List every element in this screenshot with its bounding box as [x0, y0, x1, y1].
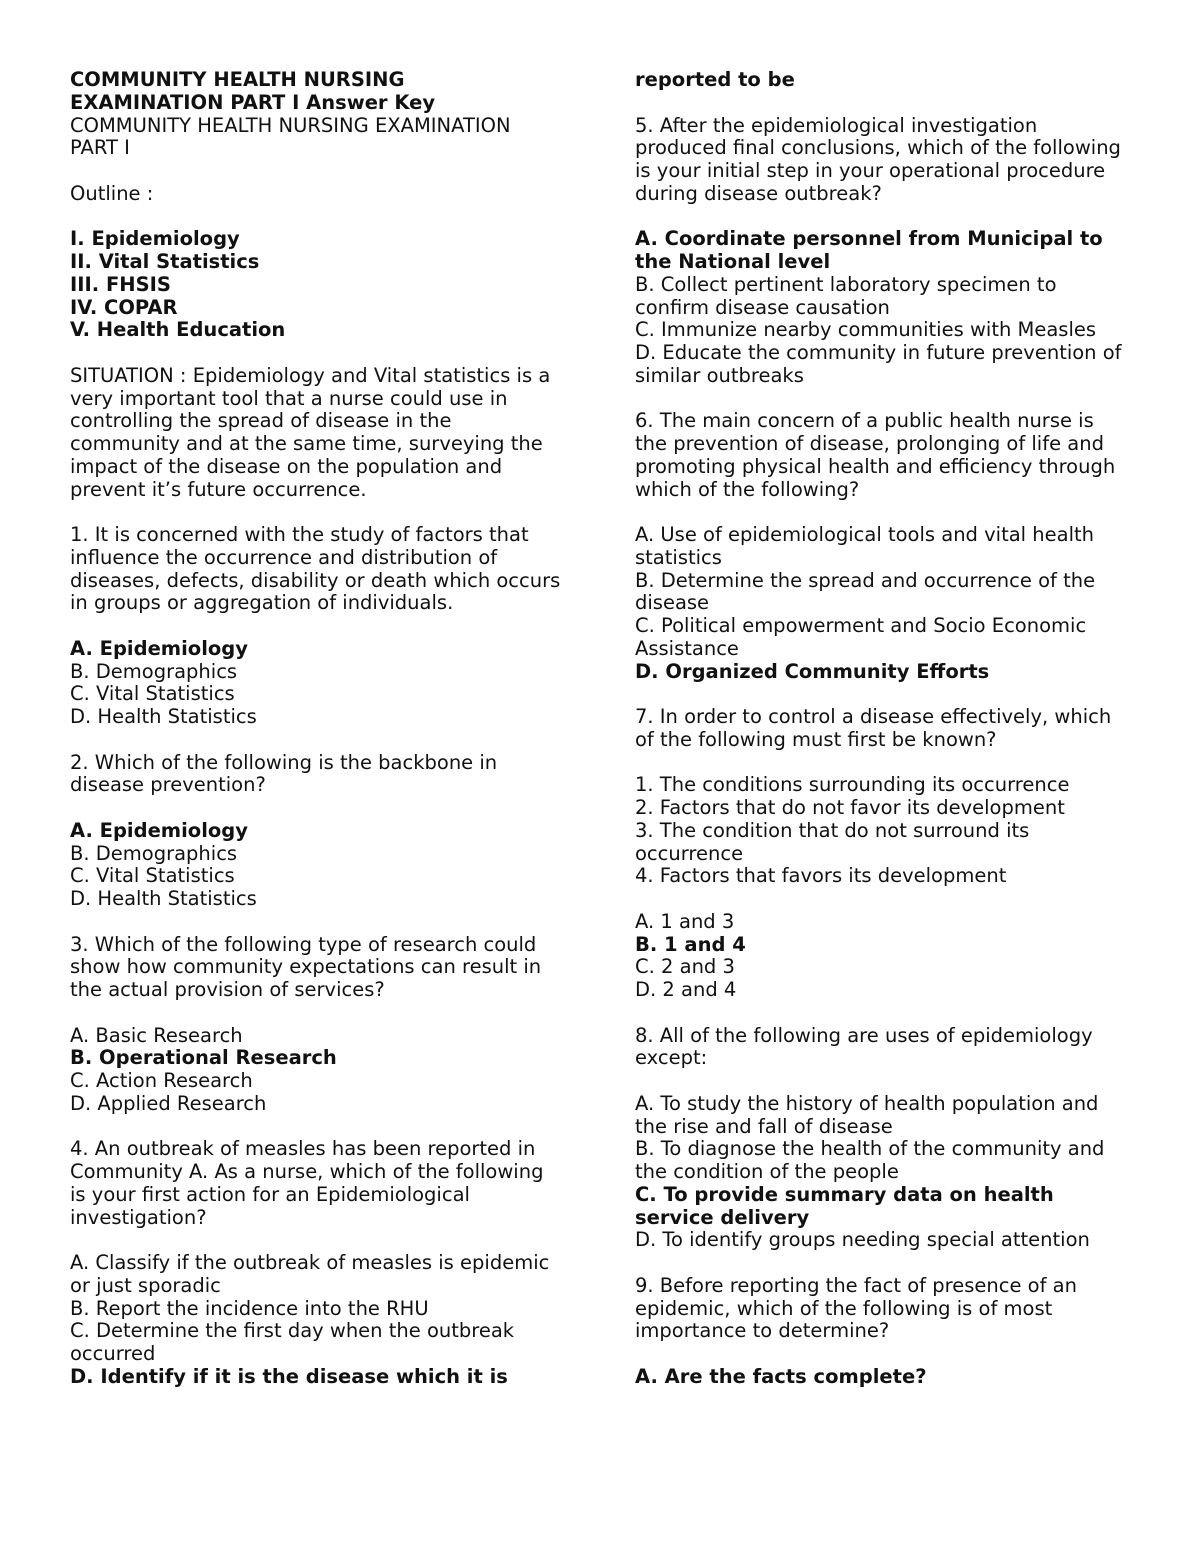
text-line: D. 2 and 4 [635, 978, 737, 1001]
text-line: C. To provide summary data on health [635, 1182, 1054, 1206]
text-line: COMMUNITY HEALTH NURSING EXAMINATION [70, 113, 511, 137]
text-line: epidemic, which of the following is of most [635, 1296, 1053, 1320]
text-line: 5. After the epidemiological investigation [635, 113, 1038, 137]
text-line: PART I [70, 136, 130, 160]
text-line: controlling the spread of disease in the [70, 409, 452, 433]
text-line: B. To diagnose the health of the community and [635, 1137, 1105, 1161]
text-line: 4. Factors that favors its development [635, 864, 1007, 888]
blank-line [70, 1116, 580, 1139]
blank-line [70, 206, 580, 229]
text-line: B. 1 and 4 [635, 932, 746, 956]
text-line: D. Organized Community Efforts [635, 659, 990, 683]
text-line: the prevention of disease, prolonging of life and [635, 432, 1104, 455]
text-line: Community A. As a nurse, which of the following [70, 1160, 544, 1183]
text-line: 8. All of the following are uses of epidemiology [635, 1023, 1093, 1047]
text-line: 2. Factors that do not favor its development [635, 796, 1065, 819]
text-line: of the following must first be known? [635, 727, 997, 751]
text-line: prevent it’s future occurrence. [70, 477, 367, 501]
text-line: 1. It is concerned with the study of factors that [70, 523, 529, 546]
text-line: III. FHSIS [70, 272, 171, 296]
text-line: A. Coordinate personnel from Municipal to [635, 227, 1103, 251]
text-line: D. Educate the community in future prevention of [635, 341, 1122, 364]
blank-line [70, 160, 580, 183]
text-line: reported to be [635, 68, 795, 91]
text-line: V. Health Education [70, 318, 286, 342]
text-line: B. Collect pertinent laboratory specimen to [635, 272, 1057, 296]
text-line: the actual provision of services? [70, 978, 385, 1001]
text-line: in groups or aggregation of individuals. [70, 591, 454, 615]
text-line: promoting physical health and efficiency through [635, 454, 1116, 478]
text-line: C. Immunize nearby communities with Measles [635, 318, 1097, 342]
text-line: the condition of the people [635, 1160, 899, 1183]
text-line: A. Epidemiology [70, 818, 248, 842]
blank-line [70, 501, 580, 524]
text-line: A. 1 and 3 [635, 909, 735, 933]
text-line: C. 2 and 3 [635, 955, 735, 979]
text-line: disease prevention? [70, 773, 266, 797]
text-line: II. Vital Statistics [70, 250, 260, 273]
blank-line [635, 1343, 1140, 1366]
text-line: C. Determine the first day when the outbreak [70, 1319, 515, 1343]
text-line: A. To study the history of health population and [635, 1091, 1099, 1115]
text-line: investigation? [70, 1205, 207, 1229]
text-line: 7. In order to control a disease effectively, which [635, 705, 1112, 728]
text-line: occurrence [635, 841, 744, 865]
text-line: disease [635, 591, 710, 615]
text-line: SITUATION : Epidemiology and Vital statistics is a [70, 363, 551, 387]
text-line: statistics [635, 545, 722, 569]
blank-line [635, 388, 1140, 411]
text-line: B. Determine the spread and occurrence of the [635, 568, 1096, 592]
text-line: community and at the same time, surveying the [70, 432, 543, 455]
text-line: the rise and fall of disease [635, 1114, 893, 1138]
blank-line [635, 1070, 1140, 1093]
text-line: B. Report the incidence into the RHU [70, 1296, 429, 1320]
text-line: A. Are the facts complete? [635, 1364, 927, 1388]
text-line: confirm disease causation [635, 295, 890, 319]
text-line: D. To identify groups needing special attention [635, 1228, 1090, 1252]
blank-line [635, 206, 1140, 229]
text-line: similar outbreaks [635, 363, 804, 387]
blank-line [70, 1002, 580, 1025]
text-line: IV. COPAR [70, 295, 178, 319]
blank-line [635, 501, 1140, 524]
text-line: or just sporadic [70, 1273, 221, 1297]
text-line: is your first action for an Epidemiological [70, 1182, 470, 1206]
left-text-column [70, 69, 580, 1389]
text-line: Assistance [635, 636, 739, 660]
text-line: C. Vital Statistics [70, 682, 235, 706]
text-line: COMMUNITY HEALTH NURSING [70, 68, 405, 91]
text-line: B. Operational Research [70, 1046, 337, 1070]
text-line: A. Classify if the outbreak of measles is epidemic [70, 1251, 550, 1274]
text-line: occurred [70, 1342, 156, 1365]
text-line: service delivery [635, 1205, 810, 1229]
text-line: D. Applied Research [70, 1091, 267, 1115]
blank-line [70, 729, 580, 752]
blank-line [635, 1252, 1140, 1275]
blank-line [70, 911, 580, 934]
blank-line [635, 92, 1140, 115]
text-line: 3. The condition that do not surround its [635, 818, 1030, 842]
text-line: B. Demographics [70, 841, 238, 865]
blank-line [70, 342, 580, 365]
text-line: I. Epidemiology [70, 227, 240, 251]
text-line: D. Identify if it is the disease which it is [70, 1364, 508, 1388]
text-line: A. Epidemiology [70, 636, 248, 660]
blank-line [70, 1229, 580, 1252]
blank-line [70, 615, 580, 638]
text-line: is your initial step in your operational procedure [635, 159, 1106, 182]
text-line: produced final conclusions, which of the following [635, 136, 1121, 160]
text-line: 3. Which of the following type of research could [70, 932, 537, 956]
text-line: which of the following? [635, 477, 860, 501]
text-line: importance to determine? [635, 1319, 890, 1343]
text-line: show how community expectations can result in [70, 955, 542, 979]
text-line: 2. Which of the following is the backbone in [70, 750, 498, 774]
blank-line [635, 752, 1140, 775]
text-line: except: [635, 1046, 708, 1070]
text-line: very important tool that a nurse could use in [70, 386, 508, 410]
text-line: B. Demographics [70, 659, 238, 683]
text-line: impact of the disease on the population and [70, 454, 503, 478]
text-line: influence the occurrence and distribution of [70, 545, 498, 569]
text-line: D. Health Statistics [70, 887, 257, 910]
text-line: 1. The conditions surrounding its occurrence [635, 773, 1070, 797]
blank-line [635, 683, 1140, 706]
text-line: the National level [635, 250, 831, 273]
blank-line [70, 797, 580, 820]
text-line: diseases, defects, disability or death which occurs [70, 568, 561, 592]
text-line: 4. An outbreak of measles has been reported in [70, 1137, 536, 1161]
text-line: 6. The main concern of a public health nurse is [635, 409, 1094, 433]
text-line: A. Use of epidemiological tools and vital health [635, 523, 1095, 546]
text-line: C. Vital Statistics [70, 864, 235, 888]
right-text-column [635, 69, 1140, 1389]
text-line: 9. Before reporting the fact of presence of an [635, 1273, 1077, 1297]
blank-line [635, 888, 1140, 911]
text-line: during disease outbreak? [635, 181, 882, 205]
text-line: EXAMINATION PART I Answer Key [70, 90, 436, 114]
text-line: C. Political empowerment and Socio Economic [635, 614, 1087, 637]
text-line: A. Basic Research [70, 1023, 243, 1047]
blank-line [635, 1002, 1140, 1025]
text-line: D. Health Statistics [70, 705, 257, 728]
text-line: C. Action Research [70, 1069, 253, 1092]
text-line: Outline : [70, 181, 154, 205]
